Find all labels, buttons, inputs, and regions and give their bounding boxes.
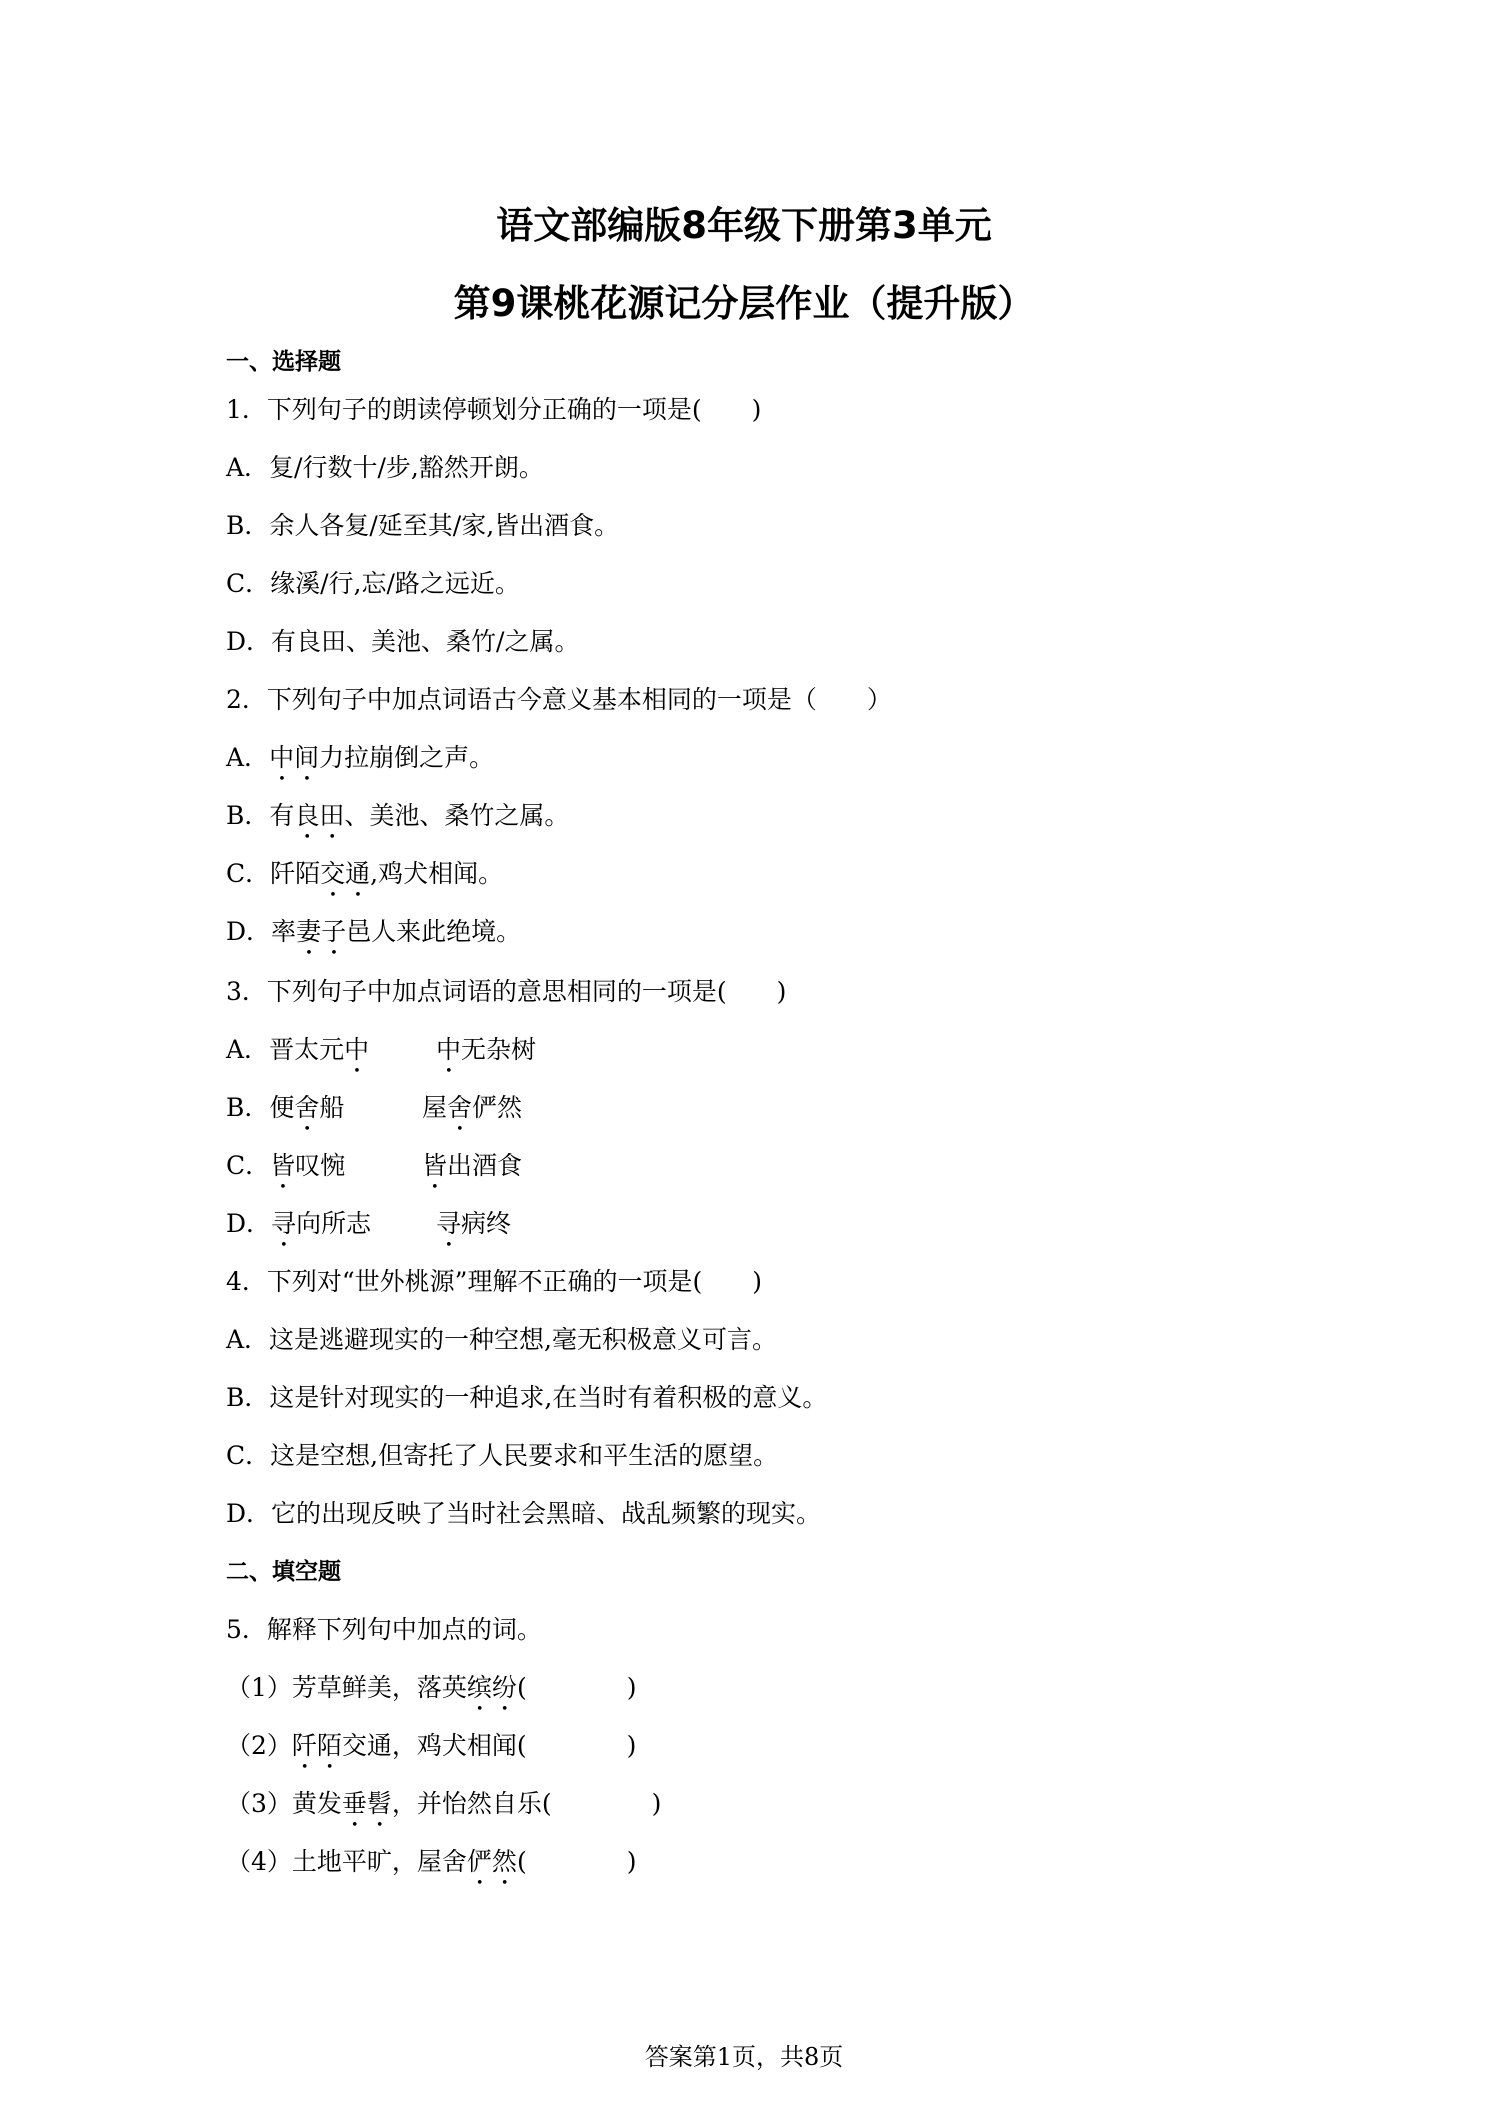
emphasized-word: 中 xyxy=(436,1035,462,1064)
emphasized-word: 皆 xyxy=(422,1151,448,1180)
emphasized-word: 舍 xyxy=(294,1093,320,1122)
emphasized-word: 阡陌 xyxy=(291,1731,342,1760)
q1-option-a: A．复/行数十/步,豁然开朗。 xyxy=(226,453,544,482)
emphasized-word: 缤纷 xyxy=(466,1673,517,1702)
emphasized-word: 中 xyxy=(344,1035,370,1064)
emphasized-word: 皆 xyxy=(270,1151,296,1180)
q3-option-a: A．晋太元中 中无杂树 xyxy=(226,1035,537,1064)
q4-option-a: A．这是逃避现实的一种空想,毫无积极意义可言。 xyxy=(226,1325,778,1354)
emphasized-word: 舍 xyxy=(447,1093,473,1122)
emphasized-word: 垂髫 xyxy=(341,1789,392,1818)
q5-item-2: （2）阡陌交通，鸡犬相闻( ) xyxy=(226,1731,637,1760)
q3-option-d: D．寻向所志 寻病终 xyxy=(226,1209,512,1238)
q3-option-b: B．便舍船 屋舍俨然 xyxy=(226,1093,523,1122)
section-heading-choice: 一、选择题 xyxy=(226,349,341,375)
q4-option-c: C．这是空想,但寄托了人民要求和平生活的愿望。 xyxy=(226,1441,779,1470)
emphasized-word: 寻 xyxy=(271,1209,297,1238)
emphasized-word: 俨然 xyxy=(466,1847,517,1876)
document-title-line2: 第9课桃花源记分层作业（提升版） xyxy=(453,282,1035,325)
emphasized-word: 交通 xyxy=(320,859,371,888)
q4-stem: 4．下列对“世外桃源”理解不正确的一项是( ) xyxy=(226,1267,762,1296)
q2-option-a: A．中间力拉崩倒之声。 xyxy=(226,743,495,772)
q1-option-b: B．余人各复/延至其/家,皆出酒食。 xyxy=(226,511,620,540)
q1-stem: 1．下列句子的朗读停顿划分正确的一项是( ) xyxy=(226,395,762,424)
q2-stem: 2．下列句子中加点词语古今意义基本相同的一项是（ ） xyxy=(226,685,892,714)
q3-stem: 3．下列句子中加点词语的意思相同的一项是( ) xyxy=(226,977,787,1006)
q1-option-c: C．缘溪/行,忘/路之远近。 xyxy=(226,569,520,598)
q5-item-3: （3）黄发垂髫，并怡然自乐( ) xyxy=(226,1789,662,1818)
q1-option-d: D．有良田、美池、桑竹/之属。 xyxy=(226,627,580,656)
q5-item-4: （4）土地平旷，屋舍俨然( ) xyxy=(226,1847,637,1876)
q4-option-d: D．它的出现反映了当时社会黑暗、战乱频繁的现实。 xyxy=(226,1499,822,1528)
emphasized-word: 中间 xyxy=(269,743,320,772)
q2-option-c: C．阡陌交通,鸡犬相闻。 xyxy=(226,859,504,888)
emphasized-word: 妻子 xyxy=(296,917,347,946)
emphasized-word: 寻 xyxy=(436,1209,462,1238)
q5-stem: 5．解释下列句中加点的词。 xyxy=(226,1615,542,1644)
document-title-line1: 语文部编版8年级下册第3单元 xyxy=(496,204,992,247)
q3-option-c: C．皆叹惋 皆出酒食 xyxy=(226,1151,523,1180)
q2-option-b: B．有良田、美池、桑竹之属。 xyxy=(226,801,570,830)
q4-option-b: B．这是针对现实的一种追求,在当时有着积极的意义。 xyxy=(226,1383,828,1412)
q2-option-d: D．率妻子邑人来此绝境。 xyxy=(226,917,522,946)
page-footer: 答案第1页，共8页 xyxy=(644,2043,844,2071)
emphasized-word: 良田 xyxy=(294,801,345,830)
section-heading-fill-blank: 二、填空题 xyxy=(226,1559,341,1585)
q5-item-1: （1）芳草鲜美，落英缤纷( ) xyxy=(226,1673,637,1702)
